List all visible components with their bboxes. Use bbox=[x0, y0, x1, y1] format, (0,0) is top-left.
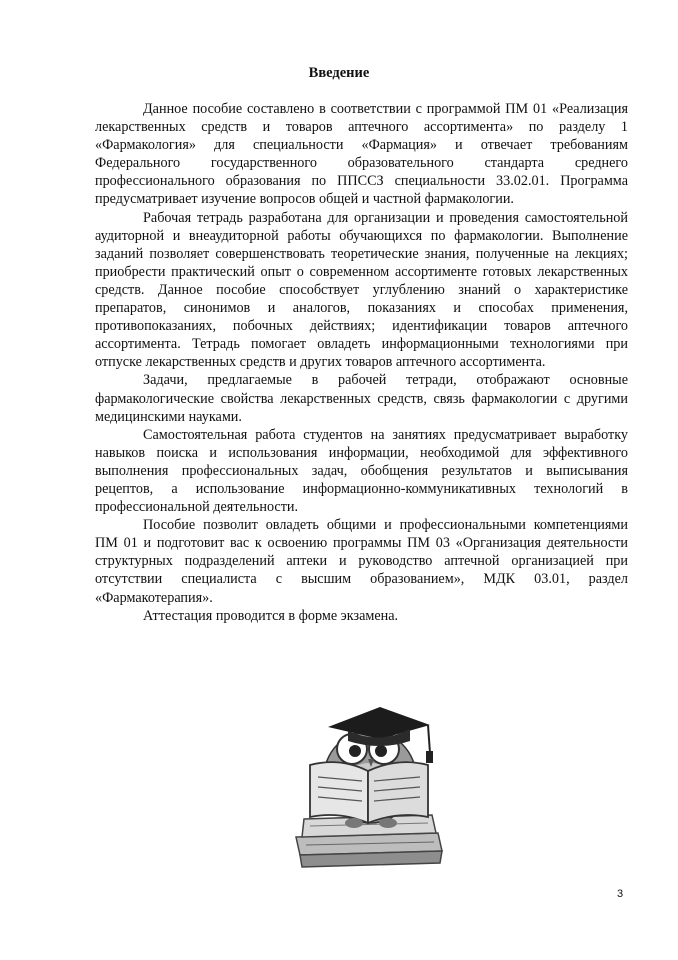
paragraph-5: Пособие позволит овладеть общими и профессиональными компетенциями ПМ 01 и подготовит вас к освоению программы ПМ 03 «Организация деятельности структурных подразделений аптеки и руководство аптечной организацией при отсутствии специалиста с высшим образованием», МДК 03.01, раздел «Фармакотерапия». bbox=[95, 517, 628, 606]
page-number: 3 bbox=[617, 888, 624, 900]
paragraph-3: Задачи, предлагаемые в рабочей тетради, отображают основные фармакологические свойства лекарственных средств, связь фармакологии с другими медицинскими науками. bbox=[95, 372, 628, 425]
paragraph-1: Данное пособие составлено в соответствии с программой ПМ 01 «Реализация лекарственных средств и товаров аптечного ассортимента» по разделу 1 «Фармакология» для специальности «Фармация» и отвечает требованиям Федерального государственного образовательного стандарта среднего профессионального образования по ППССЗ специальности 33.02.01. Программа предусматривает изучение вопросов общей и частной фармакологии. bbox=[95, 101, 628, 208]
body-text bbox=[95, 100, 628, 625]
paragraph-2: Рабочая тетрадь разработана для организации и проведения самостоятельной аудиторной и внеаудиторной работы обучающихся по фармакологии. Выполнение заданий позволяет совершенствовать теоретические знания, полученные на лекциях; приобрести практический опыт о современном ассортименте готовых лекарственных средств. Данное пособие способствует углублению знаний о характеристике препаратов, синонимов и аналогов, показаниях и способах применения, противопоказаниях, побочных действиях; идентификации товаров аптечного ассортимента. Тетрадь помогает овладеть информационными технологиями при отпуске лекарственных средств и других товаров аптечного ассортимента. bbox=[95, 209, 628, 371]
paragraph-6: Аттестация проводится в форме экзамена. bbox=[143, 607, 399, 624]
owl-reading-book-icon bbox=[288, 705, 448, 875]
page-heading: Введение bbox=[308, 65, 370, 81]
paragraph-4: Самостоятельная работа студентов на занятиях предусматривает выработку навыков поиска и использования информации, необходимой для эффективного выполнения профессиональных задач, обобщения результатов и выписывания рецептов, а использование информационно-коммуникативных технологий в профессиональной деятельности. bbox=[95, 426, 628, 516]
